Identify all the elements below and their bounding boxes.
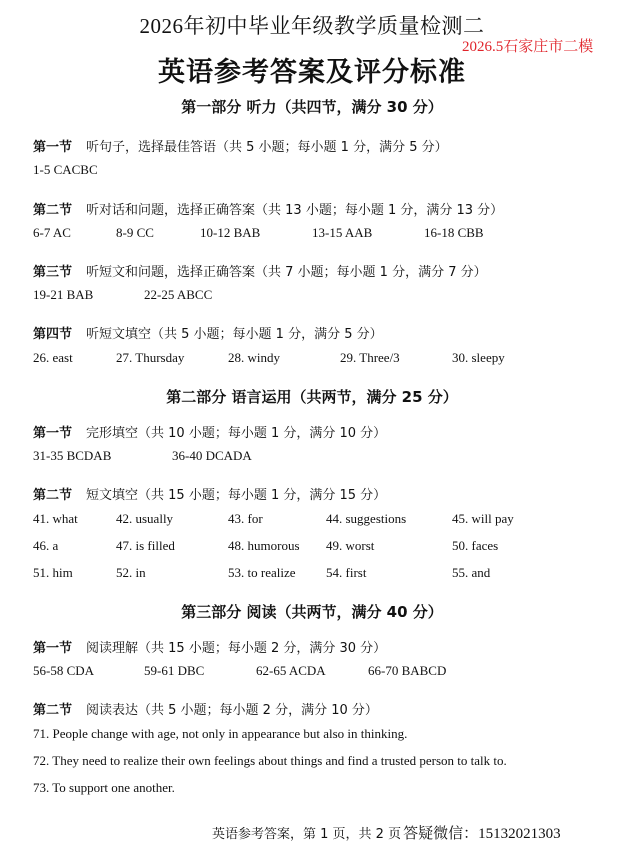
- exam-title: 2026年初中毕业年级教学质量检测二: [139, 14, 485, 38]
- answer-item: 62-65 ACDA: [256, 663, 326, 678]
- page-footer: [212, 822, 561, 843]
- section-heading: [33, 484, 386, 503]
- answer-item: 30. sleepy: [452, 350, 505, 365]
- part-heading-language: 第二部分 语言运用（共两节，满分 25 分）: [166, 388, 458, 406]
- answer-item: 47. is filled: [116, 538, 175, 553]
- answer-item: 52. in: [116, 565, 146, 580]
- answer-item: 6-7 AC: [33, 225, 71, 240]
- answer-item: 41. what: [33, 511, 78, 526]
- answer-item: 54. first: [326, 565, 367, 580]
- section-description: 听句子，选择最佳答语（共 5 小题；每小题 1 分，满分 5 分）: [86, 140, 448, 155]
- section-description: 听短文和问题，选择正确答案（共 7 小题；每小题 1 分，满分 7 分）: [86, 265, 487, 280]
- section-heading: [33, 323, 383, 342]
- section-description: 阅读表达（共 5 小题；每小题 2 分，满分 10 分）: [86, 703, 378, 718]
- section-number: 第三节: [33, 265, 73, 280]
- section-number: 第二节: [33, 703, 73, 718]
- answer-sentence: 72. They need to realize their own feelings about things and find a trusted person to talk to.: [33, 753, 507, 768]
- answer-item: 48. humorous: [228, 538, 300, 553]
- answer-item: 56-58 CDA: [33, 663, 95, 678]
- answer-item: 10-12 BAB: [200, 225, 261, 240]
- answer-item: 44. suggestions: [326, 511, 407, 526]
- answer-item: 43. for: [228, 511, 263, 526]
- page-number: 英语参考答案，第 1 页，共 2 页: [212, 827, 402, 842]
- answer-sentence: 71. People change with age, not only in appearance but also in thinking.: [33, 726, 408, 741]
- section-number: 第二节: [33, 203, 73, 218]
- answer-item: 13-15 AAB: [312, 225, 373, 240]
- answer-item: 59-61 DBC: [144, 663, 205, 678]
- section-number: 第一节: [33, 140, 73, 155]
- answer-item: 28. windy: [228, 350, 280, 365]
- answer-item: 27. Thursday: [116, 350, 185, 365]
- answer-item: 49. worst: [326, 538, 375, 553]
- section-number: 第一节: [33, 426, 73, 441]
- answer-sentence: 73. To support one another.: [33, 780, 175, 795]
- answer-item: 36-40 DCADA: [172, 448, 252, 463]
- region-stamp: 2026.5石家庄市二模: [462, 39, 594, 55]
- section-description: 听对话和问题，选择正确答案（共 13 小题；每小题 1 分，满分 13 分）: [86, 203, 504, 218]
- section-number: 第一节: [33, 641, 73, 656]
- answer-item: 53. to realize: [228, 565, 296, 580]
- answer-item: 45. will pay: [452, 511, 514, 526]
- contact-info: 答疑微信：15132021303: [403, 826, 561, 842]
- part-heading-listening: 第一部分 听力（共四节，满分 30 分）: [181, 98, 443, 116]
- section-number: 第二节: [33, 488, 73, 503]
- answer-item: 19-21 BAB: [33, 287, 94, 302]
- answer-item: 29. Three/3: [340, 350, 400, 365]
- answer-item: 46. a: [33, 538, 59, 553]
- section-heading: [33, 637, 386, 656]
- answer-item: 51. him: [33, 565, 73, 580]
- answer-item: 1-5 CACBC: [33, 162, 98, 177]
- answer-item: 16-18 CBB: [424, 225, 484, 240]
- part-heading-reading: 第三部分 阅读（共两节，满分 40 分）: [181, 603, 443, 621]
- section-heading: [33, 699, 378, 718]
- section-number: 第四节: [33, 327, 73, 342]
- answer-item: 22-25 ABCC: [144, 287, 213, 302]
- answer-item: 66-70 BABCD: [368, 663, 447, 678]
- answer-item: 42. usually: [116, 511, 174, 526]
- section-heading: [33, 261, 487, 280]
- section-description: 阅读理解（共 15 小题；每小题 2 分，满分 30 分）: [86, 641, 387, 656]
- section-heading: [33, 136, 448, 155]
- answer-item: 50. faces: [452, 538, 499, 553]
- answer-item: 55. and: [452, 565, 491, 580]
- answer-item: 26. east: [33, 350, 73, 365]
- document-subtitle: 英语参考答案及评分标准: [158, 57, 466, 88]
- section-heading: [33, 199, 503, 218]
- section-description: 完形填空（共 10 小题；每小题 1 分，满分 10 分）: [86, 426, 387, 441]
- answer-item: 31-35 BCDAB: [33, 448, 112, 463]
- section-heading: [33, 422, 386, 441]
- section-description: 短文填空（共 15 小题；每小题 1 分，满分 15 分）: [86, 488, 387, 503]
- section-description: 听短文填空（共 5 小题；每小题 1 分，满分 5 分）: [86, 327, 383, 342]
- answer-item: 8-9 CC: [116, 225, 154, 240]
